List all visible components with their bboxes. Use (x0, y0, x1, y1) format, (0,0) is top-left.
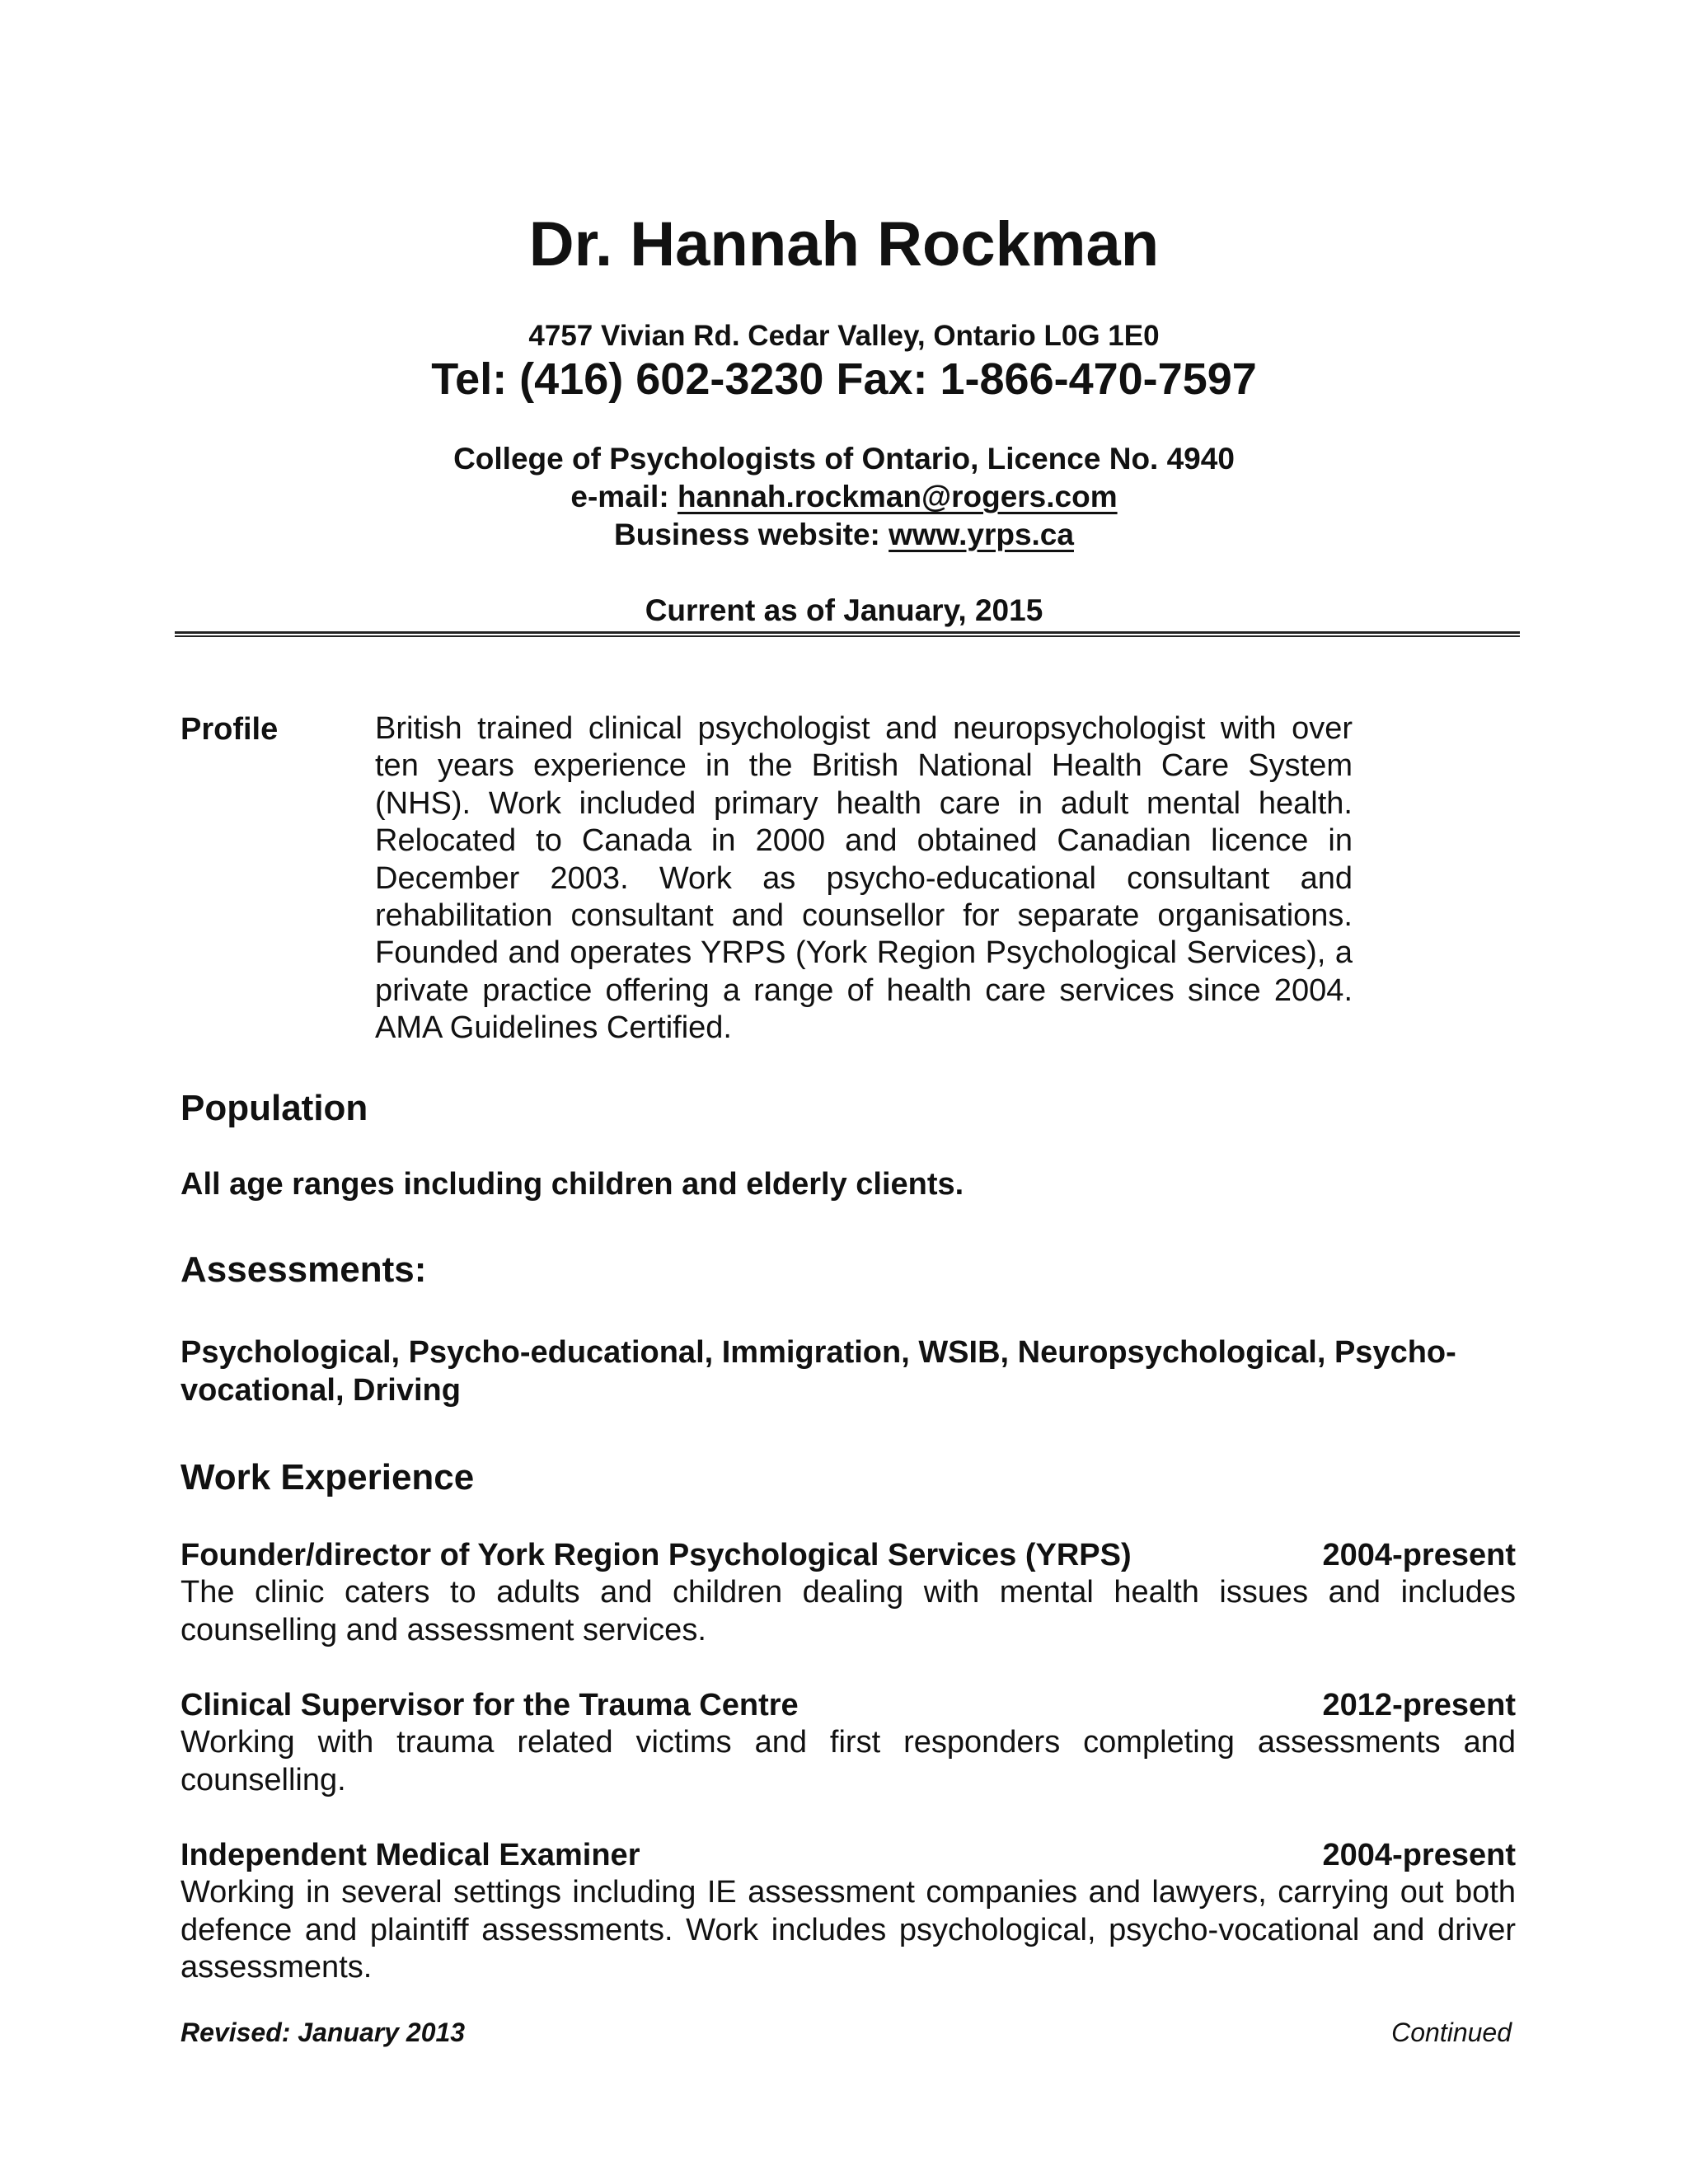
job-entry (181, 1686, 1516, 1799)
email-line (0, 478, 1688, 516)
job-dates: 2004-present (1322, 1538, 1516, 1572)
website-line (0, 516, 1688, 554)
job-header (181, 1536, 1516, 1574)
licence-line: College of Psychologists of Ontario, Licence No. 4940 (453, 442, 1235, 476)
job-entry (181, 1836, 1516, 1987)
job-header (181, 1836, 1516, 1874)
assessments-text: Psychological, Psycho-educational, Immigration, WSIB, Neuropsychological, Psycho-vocational, Driving (181, 1335, 1456, 1408)
job-title: Independent Medical Examiner (181, 1838, 640, 1872)
contact-block (0, 440, 1688, 554)
work-experience-heading: Work Experience (181, 1457, 475, 1497)
revised-date: Revised: January 2013 (181, 2018, 466, 2047)
population-text: All age ranges including children and elderly clients. (181, 1167, 964, 1202)
job-dates: 2004-present (1322, 1838, 1516, 1872)
job-entry (181, 1536, 1516, 1649)
job-title: Founder/director of York Region Psychological Services (YRPS) (181, 1538, 1132, 1572)
job-description: The clinic caters to adults and children dealing with mental health issues and includes counselling and assessment services. (181, 1575, 1516, 1647)
job-description: Working in several settings including IE assessment companies and lawyers, carrying out both defence and plaintiff assessments. Work includes psychological, psycho-vocational and driver assessments. (181, 1875, 1516, 1985)
email-link[interactable]: hannah.rockman@rogers.com (677, 480, 1118, 513)
email-label: e-mail: (570, 480, 678, 513)
population-heading: Population (181, 1088, 368, 1128)
current-as-of: Current as of January, 2015 (645, 593, 1043, 627)
job-dates: 2012-present (1322, 1688, 1516, 1722)
job-description: Working with trauma related victims and first responders completing assessments and counselling. (181, 1725, 1516, 1797)
candidate-name: Dr. Hannah Rockman (528, 209, 1160, 279)
header-divider (175, 631, 1520, 637)
job-title: Clinical Supervisor for the Trauma Centre (181, 1688, 799, 1722)
continued-note: Continued (1391, 2018, 1512, 2047)
assessments-heading: Assessments: (181, 1249, 427, 1290)
tel-fax: Tel: (416) 602-3230 Fax: 1-866-470-7597 (431, 354, 1257, 404)
profile-label: Profile (181, 712, 279, 747)
website-link[interactable]: www.yrps.ca (889, 518, 1074, 551)
website-label: Business website: (614, 518, 889, 551)
profile-text: British trained clinical psychologist and neuropsychologist with over ten years experience in the British National Health Care System (NHS). Work included primary health care in adult mental health. Relocated to Canada in 2000 and obtained Canadian licence in December 2003. Work as psycho-educational consultant and rehabilitation consultant and counsellor for separate organisations. Founded and operates YRPS (York Region Psychological Services), a private practice offering a range of health care services since 2004. AMA Guidelines Certified. (375, 711, 1353, 1046)
address: 4757 Vivian Rd. Cedar Valley, Ontario L0G 1E0 (528, 320, 1160, 352)
job-header (181, 1686, 1516, 1724)
